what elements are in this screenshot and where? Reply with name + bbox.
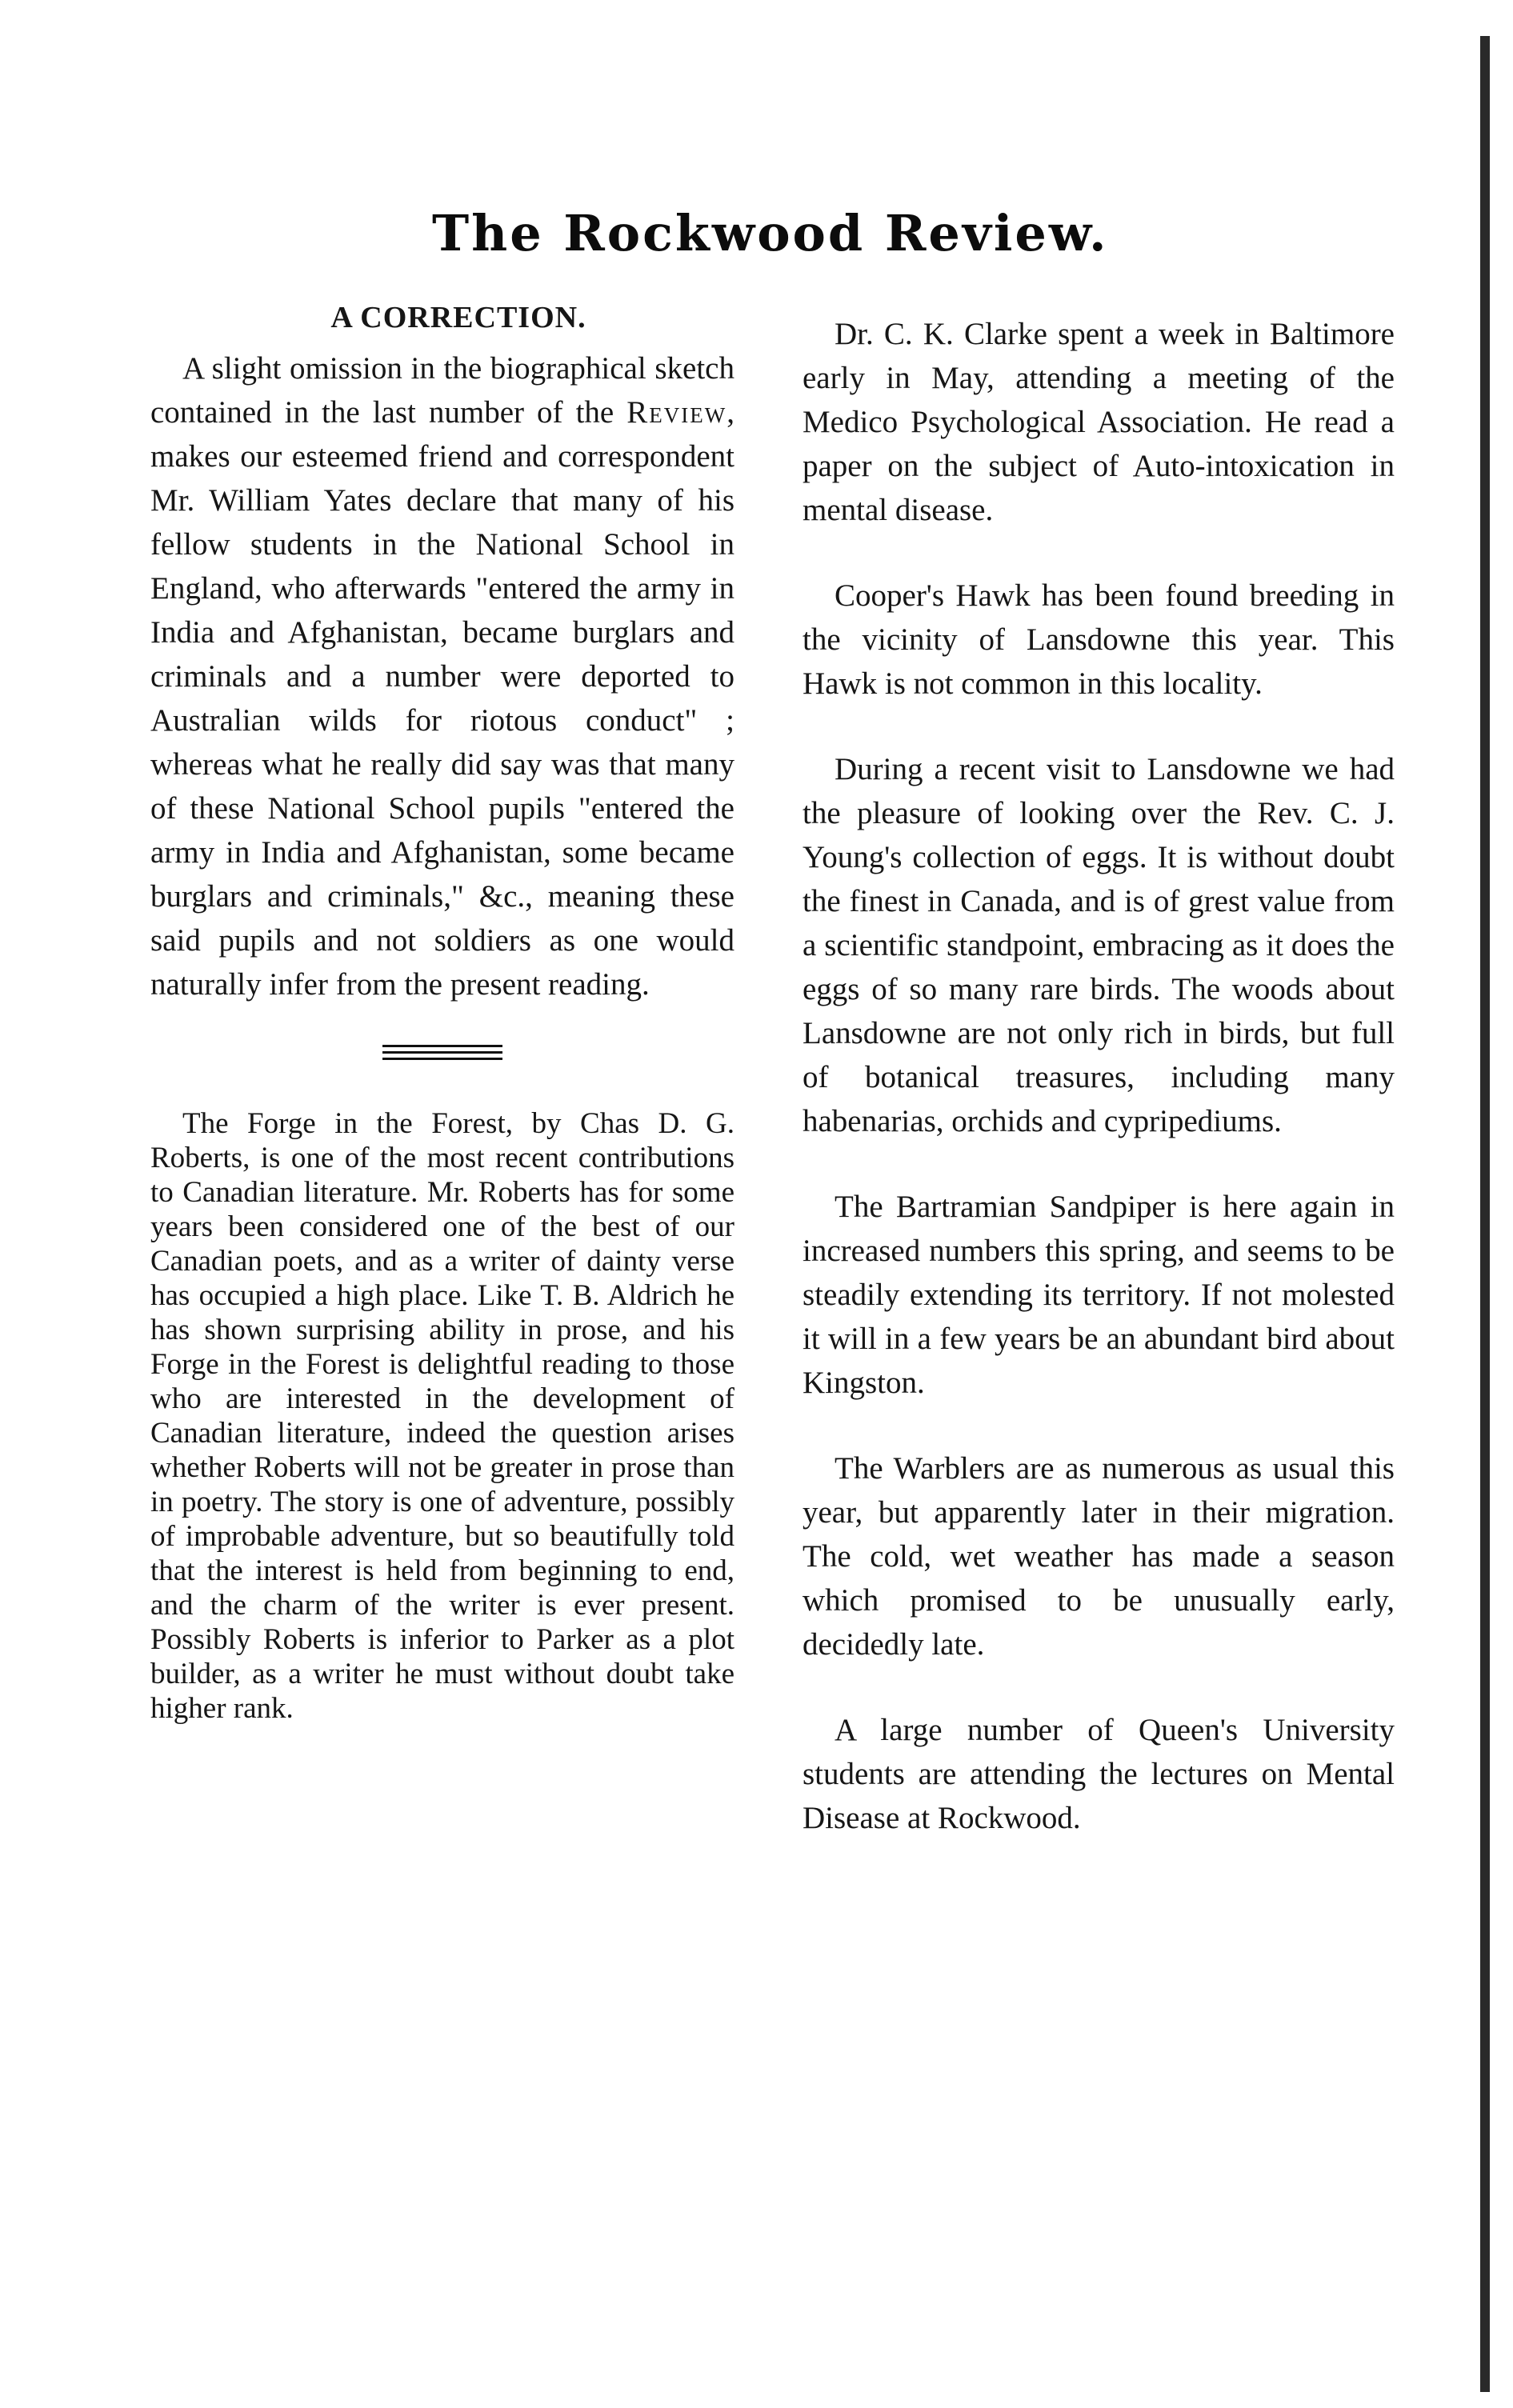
section-divider (382, 1045, 502, 1060)
page-edge-rule (1480, 36, 1490, 2392)
egg-collection-note: During a recent visit to Lansdowne we had the pleasure of looking over the Rev. C. J. Young's collection of eggs. It is without doubt the finest in Canada, and is of grest value from a scientific standpoint, embracing as it does the eggs of so many rare birds. The woods about Lansdowne are not only rich in birds, but full of botanical treasures, including many habenarias, orchids and cypripediums. (803, 752, 1395, 1138)
clarke-note: Dr. C. K. Clarke spent a week in Baltimore early in May, attending a meeting of the Medico Psychological Association. He read a paper on the subject of Auto-intoxication in mental disease. (803, 317, 1395, 527)
correction-text-after: , makes our esteemed friend and correspondent Mr. William Yates declare that many of his fellow students in the National School in England, who afterwards "entered the army in India and Afghanistan, became burglars and criminals and a number were deported to Australian wilds for riotous conduct" ; whereas what he really did say was that many of these National School pupils "entered the army in India and Afghanistan, some became burglars and criminals," &c., meaning these said pupils and not soldiers as one would naturally infer from the present reading. (150, 395, 734, 1002)
masthead-title: The Rockwood Review. (432, 204, 1109, 262)
left-column (150, 296, 734, 1726)
right-column (803, 312, 1395, 1882)
correction-text-before: A slight omission in the biographical sketch contained in the last number of the (150, 351, 734, 430)
review-word: Review (626, 395, 727, 430)
correction-paragraph (150, 346, 734, 1006)
queens-students-note: A large number of Queen's University students are attending the lectures on Mental Disease at Rockwood. (803, 1713, 1395, 1835)
correction-heading: A CORRECTION. (330, 301, 586, 334)
sandpiper-note: The Bartramian Sandpiper is here again in increased numbers this spring, and seems to be steadily extending its territory. If not molested it will in a few years be an abundant bird about Kingston. (803, 1190, 1395, 1400)
coopers-hawk-note: Cooper's Hawk has been found breeding in the vicinity of Lansdowne this year. This Hawk is not common in this locality. (803, 578, 1395, 701)
forge-review-paragraph: The Forge in the Forest, by Chas D. G. Roberts, is one of the most recent contributions to Canadian literature. Mr. Roberts has for some years been considered one of the best of our Canadian poets, and as a writer of dainty verse has occupied a high place. Like T. B. Aldrich he has shown surprising ability in prose, and his Forge in the Forest is delightful reading to those who are interested in the development of Canadian literature, indeed the question arises whether Roberts will not be greater in prose than in poetry. The story is one of adventure, possibly of improbable adventure, but so beautifully told that the interest is held from beginning to end, and the charm of the writer is ever present. Possibly Roberts is inferior to Parker as a plot builder, as a writer he must without doubt take higher rank. (150, 1107, 734, 1725)
warblers-note: The Warblers are as numerous as usual this year, but apparently later in their migration. The cold, wet weather has made a season which promised to be unusually early, decidedly late. (803, 1451, 1395, 1662)
